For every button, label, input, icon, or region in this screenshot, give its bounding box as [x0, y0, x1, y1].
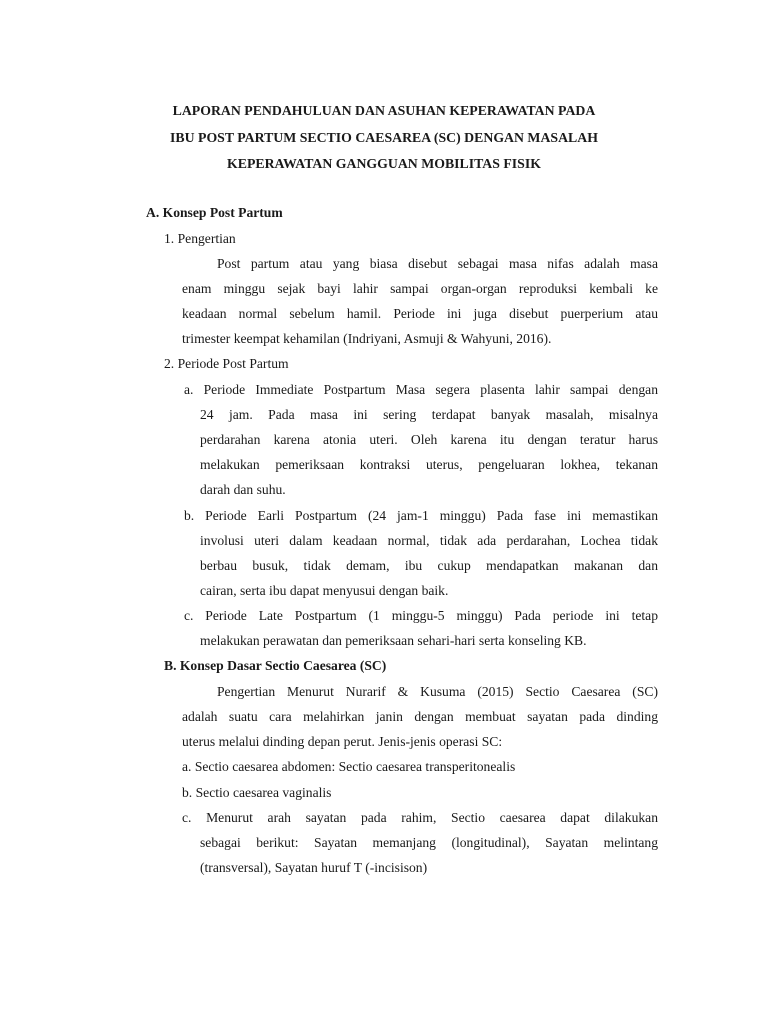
item-2a-line: perdarahan karena atonia uteri. Oleh karena itu dengan teratur harus [200, 432, 658, 447]
item-1-para-line: trimester keempat kehamilan (Indriyani, Asmuji & Wahyuni, 2016). [182, 331, 552, 346]
section-b-para-line: uterus melalui dinding depan perut. Jenis-jenis operasi SC: [182, 734, 503, 749]
section-b-item-a: a. Sectio caesarea abdomen: Sectio caesarea transperitonealis [182, 759, 516, 774]
title-line-1: LAPORAN PENDAHULUAN DAN ASUHAN KEPERAWATAN PADA [172, 103, 596, 118]
item-2a-line: darah dan suhu. [200, 482, 286, 497]
item-2-label: 2. Periode Post Partum [164, 356, 289, 371]
section-b-item-c-line: (transversal), Sayatan huruf T (-incisison) [200, 860, 428, 875]
item-1-label: 1. Pengertian [164, 231, 236, 246]
item-1-para-line: enam minggu sejak bayi lahir sampai organ-organ reproduksi kembali ke [182, 281, 658, 296]
item-2a-line: a. Periode Immediate Postpartum Masa segera plasenta lahir sampai dengan [184, 382, 658, 397]
section-b-item-b: b. Sectio caesarea vaginalis [182, 785, 332, 800]
section-b-para-line: adalah suatu cara melahirkan janin dengan membuat sayatan pada dinding [182, 709, 658, 724]
section-b-para-line: Pengertian Menurut Nurarif & Kusuma (2015) Sectio Caesarea (SC) [217, 684, 658, 699]
item-2b-line: involusi uteri dalam keadaan normal, tidak ada perdarahan, Lochea tidak [200, 533, 658, 548]
item-1-para-line: Post partum atau yang biasa disebut sebagai masa nifas adalah masa [217, 256, 658, 271]
section-b-heading: B. Konsep Dasar Sectio Caesarea (SC) [164, 658, 387, 673]
item-2b-line: b. Periode Earli Postpartum (24 jam-1 minggu) Pada fase ini memastikan [184, 508, 658, 523]
section-b-item-c-line: sebagai berikut: Sayatan memanjang (longitudinal), Sayatan melintang [200, 835, 658, 850]
item-2a-line: 24 jam. Pada masa ini sering terdapat banyak masalah, misalnya [200, 407, 658, 422]
item-2b-line: cairan, serta ibu dapat menyusui dengan baik. [200, 583, 449, 598]
document-title [100, 98, 668, 178]
title-line-2: IBU POST PARTUM SECTIO CAESAREA (SC) DENGAN MASALAH [170, 129, 598, 145]
section-a-heading: A. Konsep Post Partum [146, 205, 283, 220]
item-2c-line: c. Periode Late Postpartum (1 minggu-5 minggu) Pada periode ini tetap [184, 608, 658, 623]
item-2b-line: berbau busuk, tidak demam, ibu cukup mendapatkan makanan dan [200, 558, 658, 573]
item-2c-line: melakukan perawatan dan pemeriksaan sehari-hari serta konseling KB. [200, 633, 587, 648]
title-line-3: KEPERAWATAN GANGGUAN MOBILITAS FISIK [227, 156, 541, 171]
item-1-para-line: keadaan normal sebelum hamil. Periode ini juga disebut puerperium atau [182, 306, 658, 321]
section-b-item-c-line: c. Menurut arah sayatan pada rahim, Sectio caesarea dapat dilakukan [182, 810, 658, 825]
item-2a-line: melakukan pemeriksaan kontraksi uterus, pengeluaran lokhea, tekanan [200, 457, 658, 472]
